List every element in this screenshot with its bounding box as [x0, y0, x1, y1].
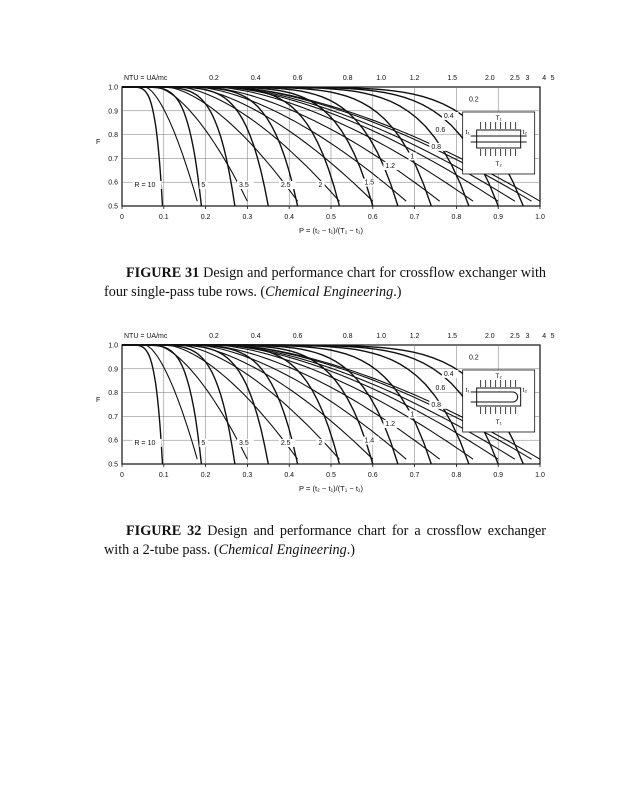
r-curve-label: 1 [410, 411, 415, 419]
y-axis-label: F [96, 397, 101, 405]
inset-right-label: t₂ [522, 128, 528, 136]
r-curve [122, 345, 431, 464]
r-curve-label: 1.4 [364, 437, 375, 445]
r-curve-label: 0.4 [443, 112, 454, 120]
r-curve-label: 2 [318, 181, 323, 189]
r-curve [122, 87, 431, 206]
ntu-tick-label: 1.5 [447, 333, 458, 340]
ntu-tick-label: 0.8 [342, 333, 353, 340]
r-curve-label: 1.2 [385, 162, 396, 170]
y-tick-label: 0.7 [108, 155, 118, 163]
r-curve-label: 0.6 [435, 385, 446, 393]
caption-source: Chemical Engineering [218, 542, 347, 558]
caption-end: .) [346, 542, 356, 558]
r-curve [122, 87, 398, 206]
x-tick-label: 0.7 [409, 472, 420, 479]
chart-svg [96, 326, 556, 498]
x-tick-label: 0.5 [326, 472, 336, 479]
ntu-tick-label: 2.5 [510, 75, 520, 82]
ntu-tick-label: 5 [550, 333, 555, 340]
ntu-tick-label: 5 [550, 75, 555, 82]
x-tick-label: 0 [120, 472, 124, 479]
x-tick-label: 0.8 [451, 472, 462, 479]
figure-32-caption [104, 522, 546, 560]
y-tick-label: 0.8 [108, 390, 118, 398]
ntu-tick-label: 3 [525, 75, 530, 82]
r-curve-label: 3.5 [239, 439, 249, 447]
x-tick-label: 0.4 [284, 472, 295, 479]
inset-right-label: t₂ [522, 386, 528, 394]
ntu-tick-label: 2.5 [510, 333, 520, 340]
inset-exchanger [477, 130, 521, 148]
chart-svg [96, 68, 556, 240]
caption-text: Design and performance chart for crossflow exchanger with four single-pass tube rows. ( [104, 265, 547, 300]
r-curve-label: 0.4 [443, 370, 454, 378]
x-tick-label: 0.3 [242, 472, 253, 479]
y-tick-label: 1.0 [108, 342, 118, 350]
y-tick-label: 0.5 [108, 461, 118, 469]
x-tick-label: 1.0 [535, 472, 545, 479]
x-tick-label: 0.5 [326, 214, 336, 221]
r-curve-label: 2 [318, 439, 323, 447]
y-tick-label: 0.6 [108, 437, 118, 445]
caption-label: FIGURE 31 [126, 265, 200, 281]
ntu-tick-label: 1.0 [376, 333, 387, 340]
caption-source: Chemical Engineering [265, 284, 394, 300]
r-curve-label: R = 10 [134, 439, 156, 447]
r-curve-label: 5 [201, 181, 206, 189]
x-tick-label: 0.9 [493, 472, 504, 479]
ntu-tick-label: 3 [525, 333, 530, 340]
ntu-label: NTU = UA/mc [124, 75, 168, 82]
ntu-tick-label: 2.0 [484, 333, 495, 340]
x-tick-label: 0.3 [242, 214, 253, 221]
r-curve-label: 5 [201, 439, 206, 447]
y-tick-label: 0.6 [108, 179, 118, 187]
y-tick-label: 0.8 [108, 132, 118, 140]
ntu-tick-label: 0.8 [342, 75, 353, 82]
ntu-tick-label: 4 [542, 333, 547, 340]
inset-bottom-label: T₁ [495, 418, 502, 426]
x-tick-label: 0.1 [158, 214, 169, 221]
inset-exchanger [477, 388, 521, 406]
inset-top-label: T₂ [495, 372, 502, 380]
x-tick-label: 0.6 [367, 214, 378, 221]
ntu-tick-label: 0.6 [292, 75, 303, 82]
ntu-tick-label: 2.0 [484, 75, 495, 82]
y-tick-label: 0.7 [108, 413, 118, 421]
inset-bottom-label: T₂ [495, 160, 502, 168]
r-curve-label: 0.8 [431, 401, 442, 409]
figure-32-chart [96, 326, 556, 498]
x-tick-label: 1.0 [535, 214, 545, 221]
r-curve-label: 2.5 [280, 439, 291, 447]
x-tick-label: 0.6 [367, 472, 378, 479]
x-tick-label: 0.8 [451, 214, 462, 221]
ntu-tick-label: 4 [542, 75, 547, 82]
ntu-tick-label: 1.2 [409, 333, 420, 340]
r-curve-label: 0.8 [431, 143, 442, 151]
r-curve-label: 0.2 [468, 96, 479, 104]
y-tick-label: 1.0 [108, 84, 118, 92]
x-axis-label: P = (t₂ − t₁)/(T₁ − t₁) [299, 226, 363, 235]
r-curve-label: 1 [410, 153, 415, 161]
inset-left-label: t₁ [465, 128, 470, 136]
figure-31-caption [104, 264, 546, 302]
x-tick-label: 0.4 [284, 214, 295, 221]
r-curve-label: 0.2 [468, 354, 479, 362]
ntu-tick-label: 0.6 [292, 333, 303, 340]
y-tick-label: 0.9 [108, 108, 118, 116]
caption-end: .) [393, 284, 402, 300]
x-tick-label: 0.9 [493, 214, 504, 221]
r-curve-label: 2.5 [280, 181, 291, 189]
y-tick-label: 0.9 [108, 366, 118, 374]
r-curve-label: 3.5 [239, 181, 249, 189]
ntu-label: NTU = UA/mc [124, 333, 168, 340]
ntu-tick-label: 1.5 [447, 75, 458, 82]
x-axis-label: P = (t₂ − t₁)/(T₁ − t₁) [299, 484, 363, 493]
figure-31-chart [96, 68, 556, 240]
r-curve [122, 345, 398, 464]
ntu-tick-label: 0.2 [209, 333, 219, 340]
r-curve-label: R = 10 [134, 181, 156, 189]
x-tick-label: 0.2 [200, 472, 211, 479]
ntu-tick-label: 0.4 [250, 75, 261, 82]
ntu-tick-label: 1.2 [409, 75, 420, 82]
x-tick-label: 0 [120, 214, 124, 221]
x-tick-label: 0.2 [200, 214, 211, 221]
inset-top-label: T₁ [495, 114, 502, 122]
ntu-tick-label: 1.0 [376, 75, 387, 82]
inset-left-label: t₁ [465, 386, 470, 394]
ntu-tick-label: 0.2 [209, 75, 219, 82]
r-curve-label: 0.6 [435, 127, 446, 135]
y-tick-label: 0.5 [108, 203, 118, 211]
r-curve-label: 1.2 [385, 420, 396, 428]
r-curve-label: 1.5 [364, 179, 375, 187]
caption-text: Design and performance chart for a crossflow exchanger with a 2-tube pass. ( [104, 523, 546, 558]
x-tick-label: 0.7 [409, 214, 420, 221]
y-axis-label: F [96, 139, 101, 147]
ntu-tick-label: 0.4 [250, 333, 261, 340]
caption-label: FIGURE 32 [126, 523, 202, 539]
x-tick-label: 0.1 [158, 472, 169, 479]
